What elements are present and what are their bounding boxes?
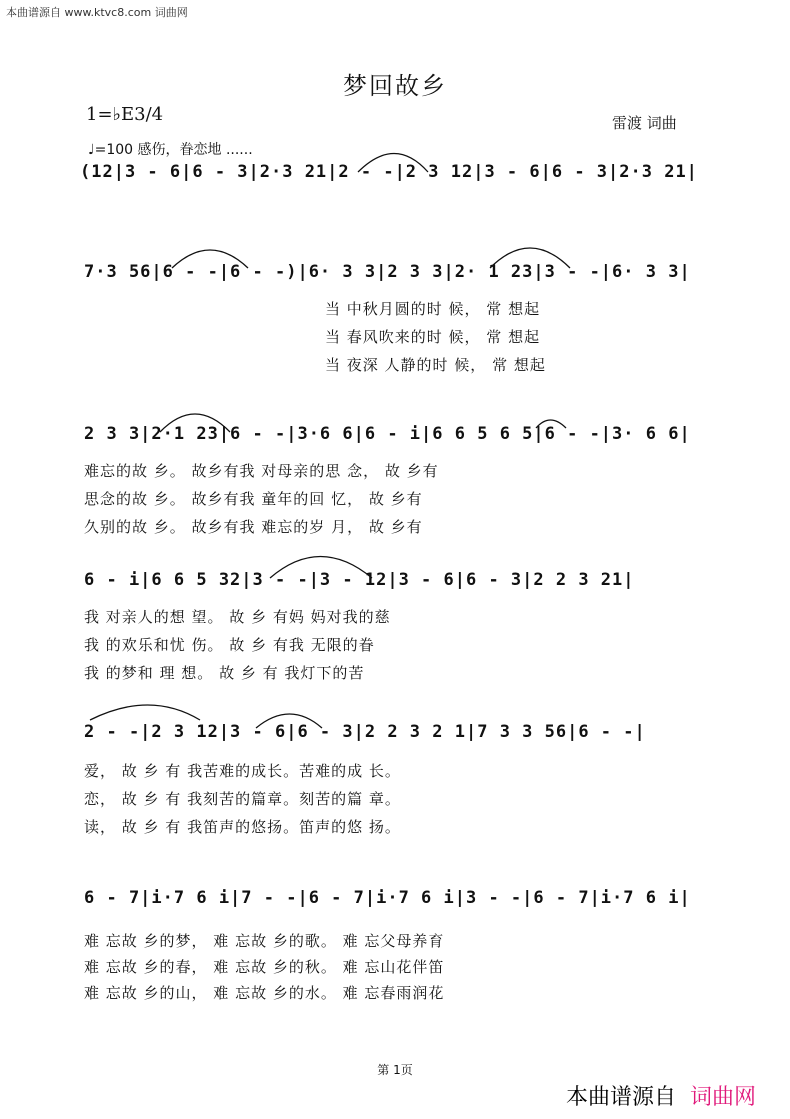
notation-row-1: (12|3 - 6|6 - 3|2·3 21|2 - -|2 3 12|3 - 6|6 - 3|2·3 21| [80,162,698,182]
author-credit: 雷渡 词曲 [612,114,677,132]
notation-row-5: 2 - -|2 3 12|3 - 6|6 - 3|2 2 3 2 1|7 3 3 56|6 - -| [84,722,646,742]
lyric-row-6-verse-1: 难 忘故 乡的梦， 难 忘故 乡的歌。 难 忘父母养育 [84,932,445,950]
lyric-row-5-verse-2: 恋， 故 乡 有 我刻苦的篇章。刻苦的篇 章。 [84,790,401,808]
footer-brand-right: 词曲网 [689,1085,756,1110]
lyric-row-6-verse-2: 难 忘故 乡的春， 难 忘故 乡的秋。 难 忘山花伴笛 [84,958,445,976]
lyric-row-4-verse-3: 我 的梦和 理 想。 故 乡 有 我灯下的苦 [84,664,365,682]
tempo-text: =100 感伤，眷恋地 ...... [94,142,253,158]
key-signature: 1=♭E3/4 [86,104,164,125]
lyric-row-2-verse-1: 当 中秋月圆的时 候， 常 想起 [325,300,541,318]
footer-brand-left: 本曲谱源自 [565,1085,676,1110]
tempo-marking [88,139,253,159]
lyric-row-3-verse-1: 难忘的故 乡。 故乡有我 对母亲的思 念， 故 乡有 [84,462,439,480]
lyric-row-5-verse-3: 读， 故 乡 有 我笛声的悠扬。笛声的悠 扬。 [84,818,401,836]
page-number: 第 1页 [377,1063,413,1077]
lyric-row-5-verse-1: 爱， 故 乡 有 我苦难的成长。苦难的成 长。 [84,762,401,780]
lyric-row-4-verse-2: 我 的欢乐和忧 伤。 故 乡 有我 无限的眷 [84,636,375,654]
lyric-row-2-verse-3: 当 夜深 人静的时 候， 常 想起 [325,356,546,374]
notation-row-4: 6 - i|6 6 5 32|3 - -|3 - 12|3 - 6|6 - 3|2 2 3 21| [84,570,635,590]
notation-row-2: 7·3 56|6 - -|6 - -)|6· 3 3|2 3 3|2· 1 23|3 - -|6· 3 3| [84,262,691,282]
footer-brand [566,1080,756,1111]
source-watermark: 本曲谱源自 www.ktvc8.com 词曲网 [6,6,188,19]
lyric-row-4-verse-1: 我 对亲人的想 望。 故 乡 有妈 妈对我的慈 [84,608,391,626]
lyric-row-3-verse-3: 久别的故 乡。 故乡有我 难忘的岁 月， 故 乡有 [84,518,423,536]
notation-row-6: 6 - 7|i·7 6 i|7 - -|6 - 7|i·7 6 i|3 - -|6 - 7|i·7 6 i| [84,888,691,908]
lyric-row-2-verse-2: 当 春风吹来的时 候， 常 想起 [325,328,541,346]
lyric-row-3-verse-2: 思念的故 乡。 故乡有我 童年的回 忆， 故 乡有 [84,490,423,508]
notation-row-3: 2 3 3|2·1 23|6 - -|3·6 6|6 - i|6 6 5 6 5|6 - -|3· 6 6| [84,424,691,444]
lyric-row-6-verse-3: 难 忘故 乡的山， 难 忘故 乡的水。 难 忘春雨润花 [84,984,445,1002]
song-title: 梦回故乡 [343,72,447,100]
note-icon: ♩ [88,142,95,158]
